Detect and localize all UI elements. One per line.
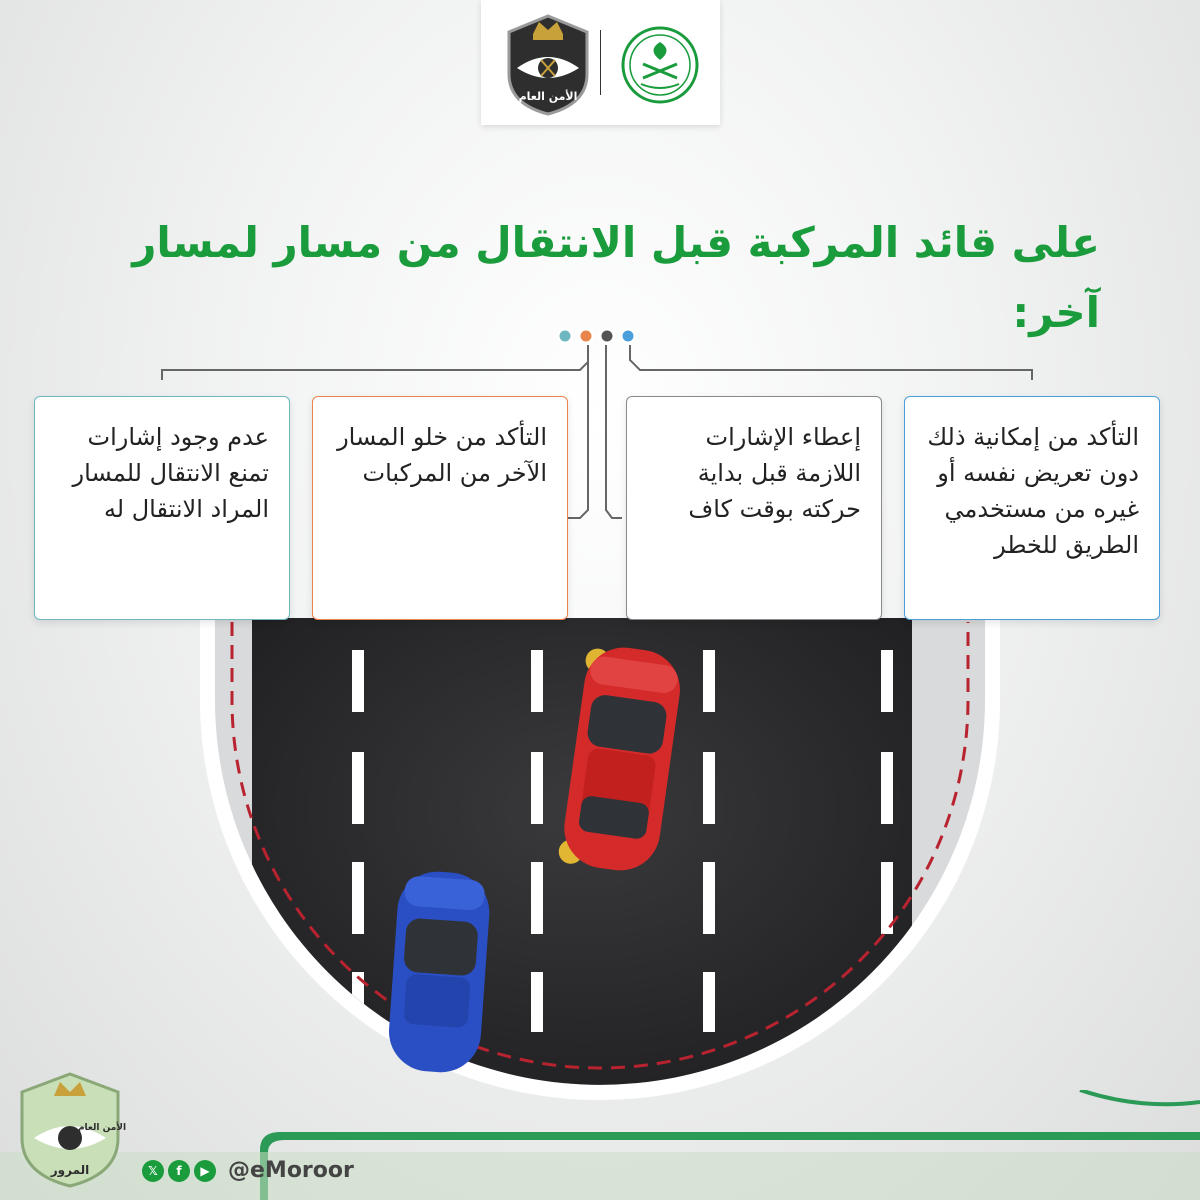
- footer-band: [0, 1090, 1200, 1200]
- card-no-prohibiting-signs: [34, 396, 290, 620]
- twitter-icon[interactable]: 𝕏: [142, 1160, 164, 1182]
- blue-car: [386, 869, 492, 1075]
- social-handle[interactable]: @eMoroor: [228, 1158, 354, 1183]
- badge-text-top: الأمن العام: [77, 1123, 126, 1133]
- card-check-safety: [904, 396, 1160, 620]
- public-security-logo-text: الأمن العام: [518, 90, 578, 103]
- card-lane-clear: [312, 396, 568, 620]
- card-check-safety-text: التأكد من إمكانية ذلك دون تعريض نفسه أو غيره من مستخدمي الطريق للخطر: [927, 423, 1139, 559]
- traffic-police-badge: [14, 1070, 126, 1188]
- card-no-prohibiting-signs-text: عدم وجود إشارات تمنع الانتقال للمسار المراد الانتقال له: [72, 423, 269, 523]
- page-title: على قائد المركبة قبل الانتقال من مسار لمسار آخر:: [132, 218, 1100, 337]
- card-lane-clear-text: التأكد من خلو المسار الآخر من المركبات: [337, 423, 547, 487]
- youtube-icon[interactable]: ▶: [194, 1160, 216, 1182]
- card-give-signals-text: إعطاء الإشارات اللازمة قبل بداية حركته بوقت كاف: [688, 423, 861, 523]
- card-give-signals: [626, 396, 882, 620]
- badge-text-bottom: المرور: [50, 1163, 90, 1177]
- facebook-icon[interactable]: f: [168, 1160, 190, 1182]
